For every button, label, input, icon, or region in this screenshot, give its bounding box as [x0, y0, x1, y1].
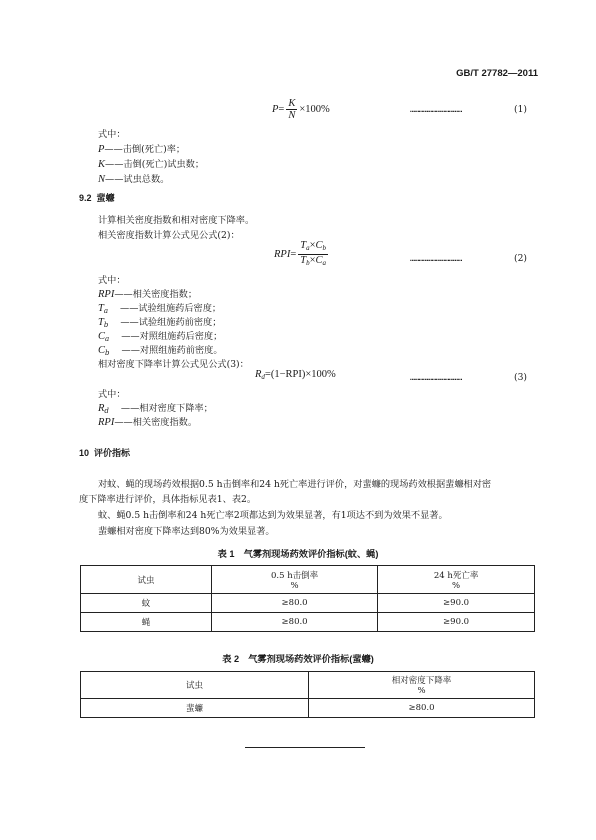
footer-rule — [245, 747, 365, 748]
paragraph: 蚊、蝇0.5 h击倒率和24 h死亡率2项都达到为效果显著，有1项达不到为效果不显著。 — [98, 510, 448, 521]
formula-2-number: (2) — [514, 253, 528, 264]
table-row — [81, 594, 535, 613]
formula-2-leader: ……………………………… — [410, 254, 462, 263]
where-item: RPI——相关密度指数。 — [98, 417, 198, 428]
formula-1-number: (1) — [514, 104, 528, 115]
table-header: 试虫 — [81, 672, 309, 699]
table-header: 24 h死亡率 % — [378, 566, 535, 594]
table-row — [81, 699, 535, 718]
where-intro-2: 式中： — [98, 275, 126, 286]
standard-code: GB/T 27782—2011 — [456, 68, 538, 79]
table-cell: ≥80.0 — [212, 594, 378, 613]
table-1-caption: 表 1 气雾剂现场药效评价指标(蚊、蝇) — [217, 549, 379, 559]
where-intro-3: 式中： — [98, 389, 126, 400]
table-cell: 蜚蠊 — [81, 699, 309, 718]
where-item: K——击倒(死亡)试虫数； — [98, 159, 205, 170]
table-cell: 蝇 — [81, 613, 212, 632]
where-item: $T_a$ ——试验组施药后密度； — [98, 303, 222, 315]
table-cell: ≥90.0 — [378, 594, 535, 613]
table-2-caption: 表 2 气雾剂现场药效评价指标(蜚蠊) — [222, 654, 374, 664]
paragraph: 对蚊、蝇的现场药效根据0.5 h击倒率和24 h死亡率进行评价，对蜚蠊的现场药效根据蜚蠊相对密 — [98, 479, 492, 490]
table-row — [81, 613, 535, 632]
where-item: N——试虫总数。 — [98, 174, 170, 185]
table-cell: ≥80.0 — [212, 613, 378, 632]
formula-1: P= $\frac{K}{N}$ ×100% — [272, 98, 330, 121]
table-header: 0.5 h击倒率 % — [212, 566, 378, 594]
where-item: $C_b$ ——对照组施药前密度。 — [98, 345, 223, 357]
formula-3-number: (3) — [514, 372, 528, 383]
table-cell: ≥90.0 — [378, 613, 535, 632]
where-item: RPI——相关密度指数； — [98, 289, 198, 300]
table-1 — [80, 565, 535, 632]
formula-1-leader: ……………………………… — [410, 105, 462, 114]
paragraph: 蜚蠊相对密度下降率达到80%为效果显著。 — [98, 526, 275, 537]
where-intro-1: 式中： — [98, 129, 126, 140]
paragraph: 计算相关密度指数和相对密度下降率。 — [98, 215, 255, 226]
where-item: $C_a$ ——对照组施药后密度； — [98, 331, 223, 343]
formula-2: RPI= $\frac{T_a\times C_b}{T_b\times C_a}$ — [274, 240, 327, 267]
formula-3: $R_d=(1-RPI)\times 100\%$ — [255, 369, 336, 381]
formula-3-leader: ……………………………… — [410, 373, 462, 382]
table-cell: 蚊 — [81, 594, 212, 613]
where-item: $T_b$ ——试验组施药前密度； — [98, 317, 222, 329]
table-header: 相对密度下降率 % — [309, 672, 535, 699]
section-heading-10: 10 评价指标 — [79, 448, 131, 458]
table-cell: ≥80.0 — [309, 699, 535, 718]
where-item: P——击倒(死亡)率； — [98, 144, 186, 155]
table-2 — [80, 671, 535, 718]
paragraph: 相关密度指数计算公式见公式(2)： — [98, 230, 240, 241]
where-item: $R_d$ ——相对密度下降率； — [98, 403, 213, 415]
section-heading-9-2: 9.2 蜚蠊 — [79, 193, 115, 203]
paragraph: 相对密度下降率计算公式见公式(3)： — [98, 359, 249, 370]
paragraph: 度下降率进行评价，具体指标见表1、表2。 — [79, 494, 257, 505]
table-header: 试虫 — [81, 566, 212, 594]
